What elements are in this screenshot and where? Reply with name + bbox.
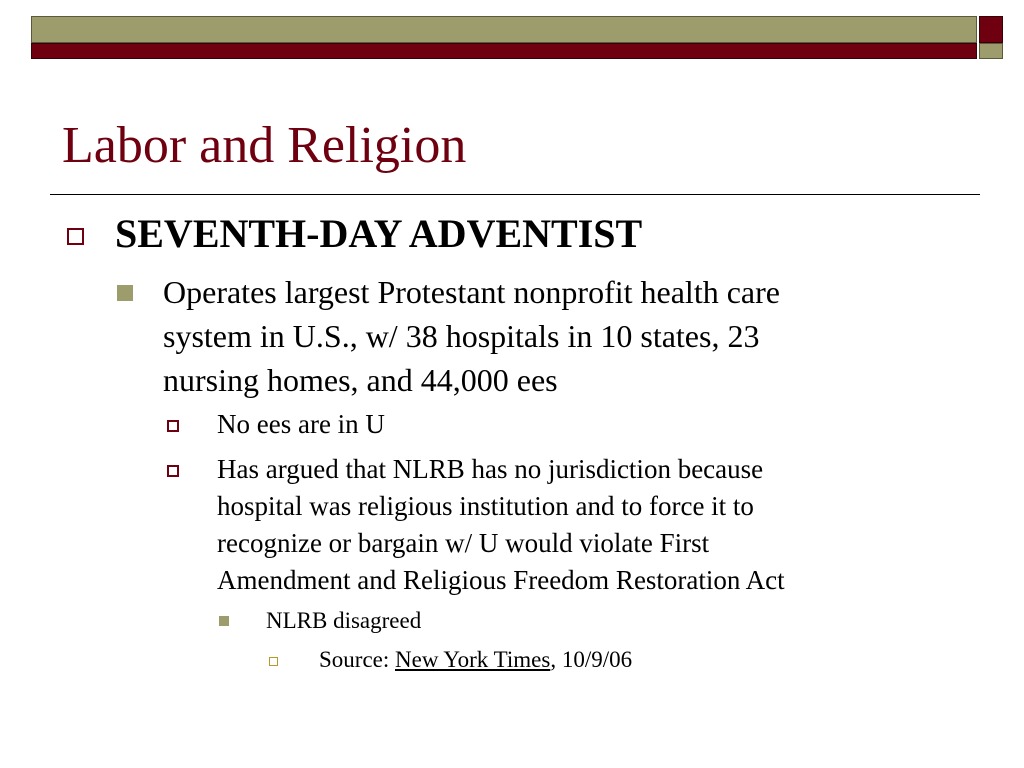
source-citation (319, 644, 632, 676)
hollow-square-bullet-icon (167, 465, 179, 477)
heading-seventh-day-adventist: SEVENTH-DAY ADVENTIST (115, 211, 643, 256)
source-publication: New York Times (395, 647, 551, 672)
point-line: Operates largest Protestant nonprofit health care (163, 274, 780, 310)
hollow-square-bullet-icon (67, 228, 84, 245)
header-band-maroon (31, 43, 977, 59)
subpoint-line: Amendment and Religious Freedom Restoration Act (217, 565, 785, 595)
subpoint-line: No ees are in U (217, 409, 385, 439)
source-label: Source: (319, 647, 396, 672)
subpoint-jurisdiction-argument (217, 451, 785, 599)
subpoint-no-union (217, 406, 385, 443)
point-line: system in U.S., w/ 38 hospitals in 10 states, 23 (163, 318, 760, 354)
title-divider (50, 194, 980, 195)
hollow-square-bullet-icon (167, 420, 179, 432)
filled-square-bullet-icon (219, 616, 229, 626)
corner-square-olive (979, 43, 1003, 59)
subpoint-line: recognize or bargain w/ U would violate First (217, 528, 710, 558)
subpoint-line: hospital was religious institution and to force it to (217, 491, 754, 521)
subpoint-line: Has argued that NLRB has no jurisdiction because (217, 454, 764, 484)
slide-title: Labor and Religion (62, 117, 467, 174)
point-health-care-system (163, 270, 780, 402)
detail-nlrb-disagreed: NLRB disagreed (266, 608, 422, 633)
corner-square-maroon (979, 16, 1003, 43)
source-date: , 10/9/06 (550, 647, 633, 672)
hollow-square-bullet-icon (269, 657, 278, 666)
point-line: nursing homes, and 44,000 ees (163, 362, 558, 398)
header-band-olive (31, 16, 977, 43)
filled-square-bullet-icon (117, 285, 133, 301)
